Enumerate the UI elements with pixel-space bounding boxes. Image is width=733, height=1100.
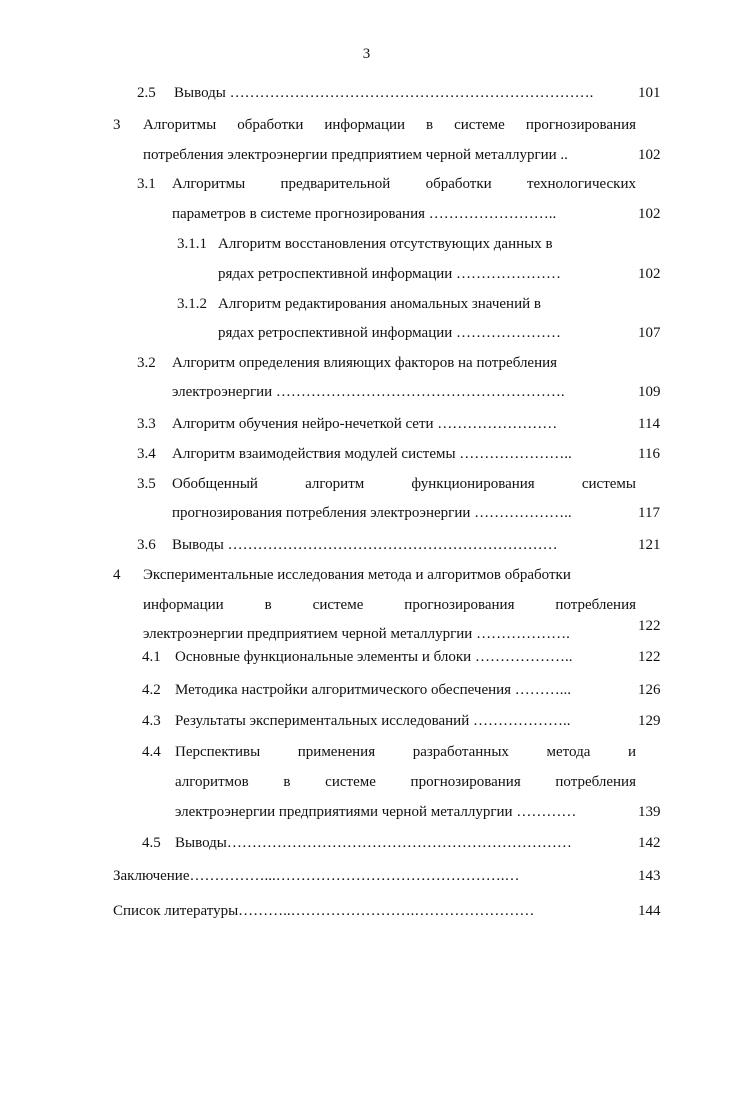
toc-entry — [0, 115, 733, 135]
toc-entry-title: электроэнергии предприятиями черной металлургии ………… — [175, 804, 577, 820]
toc-entry-title: электроэнергии …………………………………………………. — [172, 384, 565, 400]
toc-entry-title: Перспективы применения разработанных метода и — [175, 744, 636, 760]
toc-entry-title: Алгоритм обучения нейро-нечеткой сети …………………… — [172, 416, 558, 432]
toc-entry-title: Алгоритм восстановления отсутствующих данных в — [218, 236, 553, 252]
toc-entry-title: параметров в системе прогнозирования …………………….. — [172, 206, 557, 222]
toc-entry-title: Выводы…………………………………………………………… — [175, 835, 572, 851]
toc-entry-title: Алгоритмы обработки информации в системе прогнозирования — [143, 117, 636, 133]
toc-entry — [0, 145, 733, 165]
toc-entry — [0, 901, 733, 921]
toc-entry-page: 121 — [638, 537, 661, 553]
toc-entry-page: 143 — [638, 868, 661, 884]
page-number: 3 — [362, 46, 371, 62]
toc-entry — [0, 382, 733, 402]
toc-entry-title: алгоритмов в системе прогнозирования потребления — [175, 774, 636, 790]
toc-entry — [0, 174, 733, 194]
toc-entry-title: информации в системе прогнозирования потребления — [143, 597, 636, 613]
toc-entry-title: Экспериментальные исследования метода и алгоритмов обработки — [143, 567, 571, 583]
toc-entry — [0, 680, 733, 700]
toc-entry-page: 102 — [638, 266, 661, 282]
toc-entry — [0, 772, 733, 792]
toc-entry-page: 142 — [638, 835, 661, 851]
toc-entry-page: 101 — [638, 85, 661, 101]
toc-entry-page: 117 — [638, 505, 660, 521]
toc-entry — [0, 503, 733, 523]
toc-entry-number: 3.1.1 — [177, 236, 207, 252]
toc-entry-title: электроэнергии предприятием черной металлургии ………………. — [143, 626, 570, 642]
toc-entry-page: 144 — [638, 903, 661, 919]
toc-entry — [0, 535, 733, 555]
toc-entry-page: 126 — [638, 682, 661, 698]
toc-entry-title: рядах ретроспективной информации ………………… — [218, 266, 562, 282]
toc-entry-title: Основные функциональные элементы и блоки ……………….. — [175, 649, 573, 665]
toc-entry-title: Методика настройки алгоритмического обеспечения ………... — [175, 682, 572, 698]
toc-entry — [0, 647, 733, 667]
toc-entry — [0, 414, 733, 434]
toc-entry — [0, 565, 733, 585]
toc-entry-number: 4.2 — [142, 682, 161, 698]
toc-entry — [0, 711, 733, 731]
toc-entry-title: Список литературы………..…………………….…………………… — [113, 903, 535, 919]
toc-entry-page: 129 — [638, 713, 661, 729]
toc-entry-number: 3.6 — [137, 537, 156, 553]
toc-entry-page: 139 — [638, 804, 661, 820]
toc-entry — [0, 802, 733, 822]
toc-entry — [0, 866, 733, 886]
toc-entry-number: 3.4 — [137, 446, 156, 462]
toc-entry — [0, 264, 733, 284]
toc-entry-page: 109 — [638, 384, 661, 400]
toc-entry-number: 3.2 — [137, 355, 156, 371]
toc-entry-number: 4.3 — [142, 713, 161, 729]
toc-entry-title: Выводы ………………………………………………………… — [172, 537, 558, 553]
toc-entry-title: потребления электроэнергии предприятием черной металлургии .. — [143, 147, 568, 163]
toc-entry-number: 3.1.2 — [177, 296, 207, 312]
toc-entry-title: Алгоритм редактирования аномальных значений в — [218, 296, 541, 312]
toc-entry-number: 3.1 — [137, 176, 156, 192]
toc-entry — [0, 353, 733, 373]
toc-entry-title: рядах ретроспективной информации ………………… — [218, 325, 562, 341]
toc-entry-page: 122 — [638, 618, 661, 634]
toc-entry — [0, 618, 733, 644]
toc-entry — [0, 234, 733, 254]
toc-entry-title: Алгоритмы предварительной обработки технологических — [172, 176, 636, 192]
toc-entry-number: 2.5 — [137, 85, 156, 101]
toc-entry-page: 107 — [638, 325, 661, 341]
toc-entry-number: 4 — [113, 567, 121, 583]
toc-entry-number: 4.5 — [142, 835, 161, 851]
toc-entry-page: 102 — [638, 147, 661, 163]
toc-entry-title: Обобщенный алгоритм функционирования системы — [172, 476, 636, 492]
toc-entry-number: 4.4 — [142, 744, 161, 760]
toc-entry-number: 3.3 — [137, 416, 156, 432]
toc-entry-page: 102 — [638, 206, 661, 222]
toc-entry-title: Алгоритм определения влияющих факторов на потребления — [172, 355, 558, 371]
toc-entry-title: Алгоритм взаимодействия модулей системы ………………….. — [172, 446, 572, 462]
toc-entry-number: 4.1 — [142, 649, 161, 665]
toc-entry — [0, 83, 733, 103]
toc-entry-title: Результаты экспериментальных исследований ……………….. — [175, 713, 571, 729]
toc-entry-number: 3.5 — [137, 476, 156, 492]
toc-entry — [0, 742, 733, 762]
toc-entry — [0, 474, 733, 494]
toc-entry-number: 3 — [113, 117, 121, 133]
toc-entry — [0, 204, 733, 224]
toc-entry-title: Заключение……………...……………………………………….… — [113, 868, 520, 884]
toc-entry — [0, 294, 733, 314]
toc-entry-title: прогнозирования потребления электроэнергии ……………….. — [172, 505, 572, 521]
toc-entry — [0, 444, 733, 464]
toc-entry — [0, 323, 733, 343]
toc-entry-page: 122 — [638, 649, 661, 665]
toc-entry-page: 116 — [638, 446, 660, 462]
toc-entry — [0, 595, 733, 615]
toc-entry-title: Выводы ………………………………………………………………. — [174, 85, 594, 101]
toc-entry — [0, 833, 733, 853]
toc-entry-page: 114 — [638, 416, 660, 432]
